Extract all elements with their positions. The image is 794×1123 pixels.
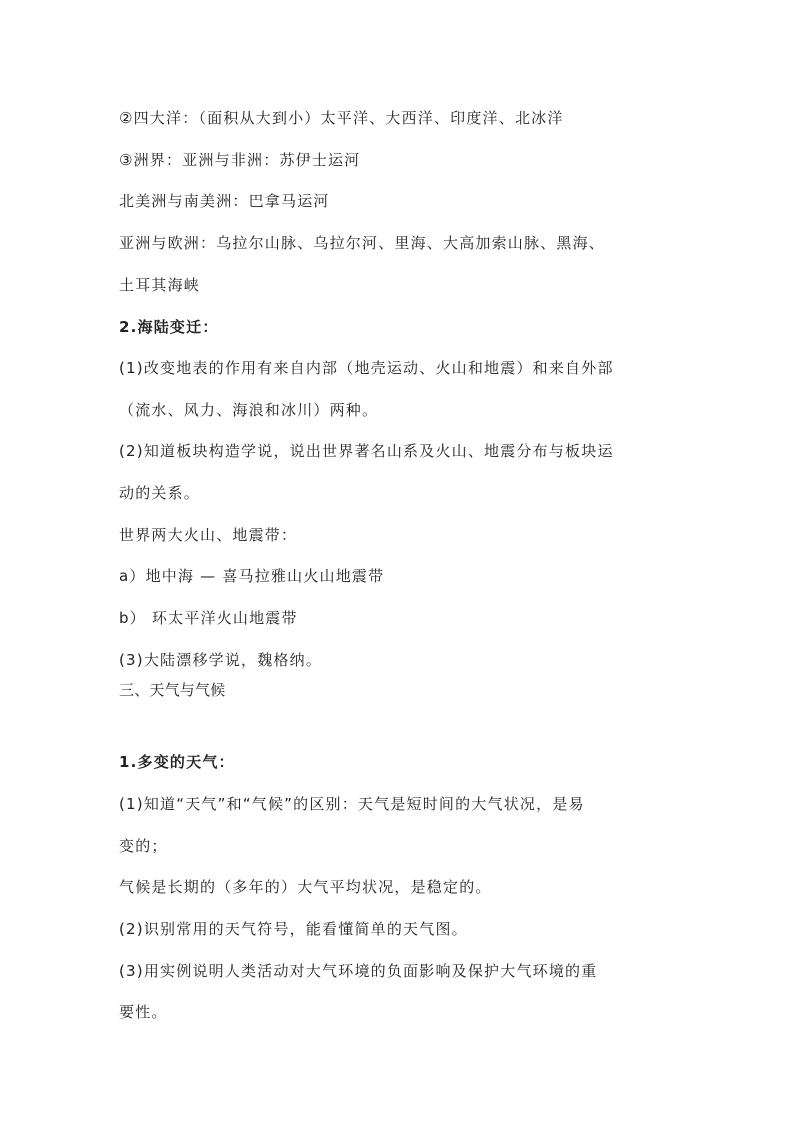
plate-tectonics-line-continued: 动的关系。 [119,484,201,502]
human-impact-line-continued: 要性。 [119,1003,168,1021]
asia-europe-boundary-line-continued: 土耳其海峡 [119,276,201,294]
oceans-line: ②四大洋：（面积从大到小）太平洋、大西洋、印度洋、北冰洋 [119,109,564,127]
continent-boundary-line: ③洲界：亚洲与非洲：苏伊士运河 [119,151,361,169]
volcano-belts-heading: 世界两大火山、地震带： [119,526,298,544]
weather-symbols-line: (2)识别常用的天气符号，能看懂简单的天气图。 [119,920,468,938]
asia-europe-boundary-line: 亚洲与欧洲：乌拉尔山脉、乌拉尔河、里海、大高加索山脉、黑海、 [119,234,606,252]
weather-climate-difference-line-continued: 变的； [119,837,168,855]
plate-tectonics-line: (2)知道板块构造学说，说出世界著名山系及火山、地震分布与板块运 [119,442,614,460]
belt-b-line: b） 环太平洋火山地震带 [119,609,298,627]
belt-a-line: a）地中海 — 喜马拉雅山火山地震带 [119,567,385,585]
continental-drift-line: (3)大陆漂移学说，魏格纳。 [119,651,323,669]
americas-boundary-line: 北美洲与南美洲：巴拿马运河 [119,192,330,210]
surface-forces-line-continued: （流水、风力、海浪和冰川）两种。 [119,401,379,419]
surface-forces-line: (1)改变地表的作用有来自内部（地壳运动、火山和地震）和来自外部 [119,359,614,377]
weather-climate-difference-line: (1)知道“天气”和“气候”的区别：天气是短时间的大气状况，是易 [119,795,585,813]
section-heading-sea-land-change: 2.海陆变迁： [119,318,219,336]
section-heading-changing-weather: 1.多变的天气： [119,753,235,771]
climate-definition-line: 气候是长期的（多年的）大气平均状况，是稳定的。 [119,878,492,896]
chapter-heading-weather-climate: 三、天气与气候 [119,681,226,699]
human-impact-line: (3)用实例说明人类活动对大气环境的负面影响及保护大气环境的重 [119,962,598,980]
